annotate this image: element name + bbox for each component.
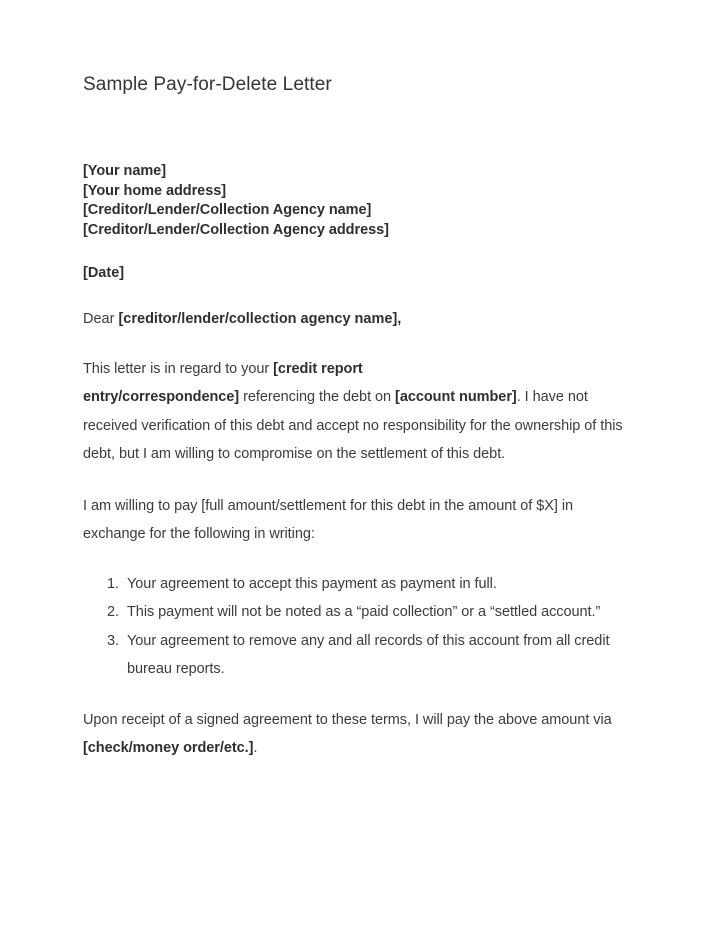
terms-list [83,570,639,684]
paragraph-intro [83,355,639,469]
list-item: This payment will not be noted as a “paid collection” or a “settled account.” [127,604,601,620]
paragraph-intro-placeholder-credit-report-open: [credit report [273,360,363,377]
address-line-recipient-address: [Creditor/Lender/Collection Agency address] [83,221,389,238]
paragraph-intro-segment-6: . I have not received verification of this debt and accept no responsibility for the ownership of this debt, but I am willing to compromise on the settlement of this debt. [83,389,623,462]
paragraph-intro-placeholder-account-number: [account number] [395,389,517,405]
paragraph-closing [83,706,639,763]
paragraph-intro-segment-1: This letter is in regard to your [83,360,274,377]
paragraph-offer: I am willing to pay [full amount/settlement for this debt in the amount of $X] in exchange for the following in writing: [83,497,574,542]
paragraph-closing-segment-1: Upon receipt of a signed agreement to these terms, I will pay the above amount via [83,711,612,728]
letter-content [83,72,639,763]
list-item: Your agreement to accept this payment as payment in full. [127,575,497,592]
salutation-greeting: Dear [83,310,119,327]
paragraph-closing-segment-3: . [253,740,258,756]
salutation-recipient: [creditor/lender/collection agency name], [118,310,402,327]
paragraph-closing-placeholder-payment-method: [check/money order/etc.] [83,740,254,756]
address-line-sender-name: [Your name] [83,163,166,179]
paragraph-intro-placeholder-credit-report-close: entry/correspondence] [83,389,240,405]
address-block [83,162,639,240]
paragraph-intro-segment-4: referencing the debt on [239,389,396,405]
address-line-recipient-name: [Creditor/Lender/Collection Agency name] [83,202,372,218]
list-item: Your agreement to remove any and all records of this account from all credit bureau reports. [127,632,610,677]
date-line: [Date] [83,265,125,281]
page-title: Sample Pay-for-Delete Letter [83,74,332,95]
address-line-sender-address: [Your home address] [83,182,227,199]
salutation [83,309,639,330]
